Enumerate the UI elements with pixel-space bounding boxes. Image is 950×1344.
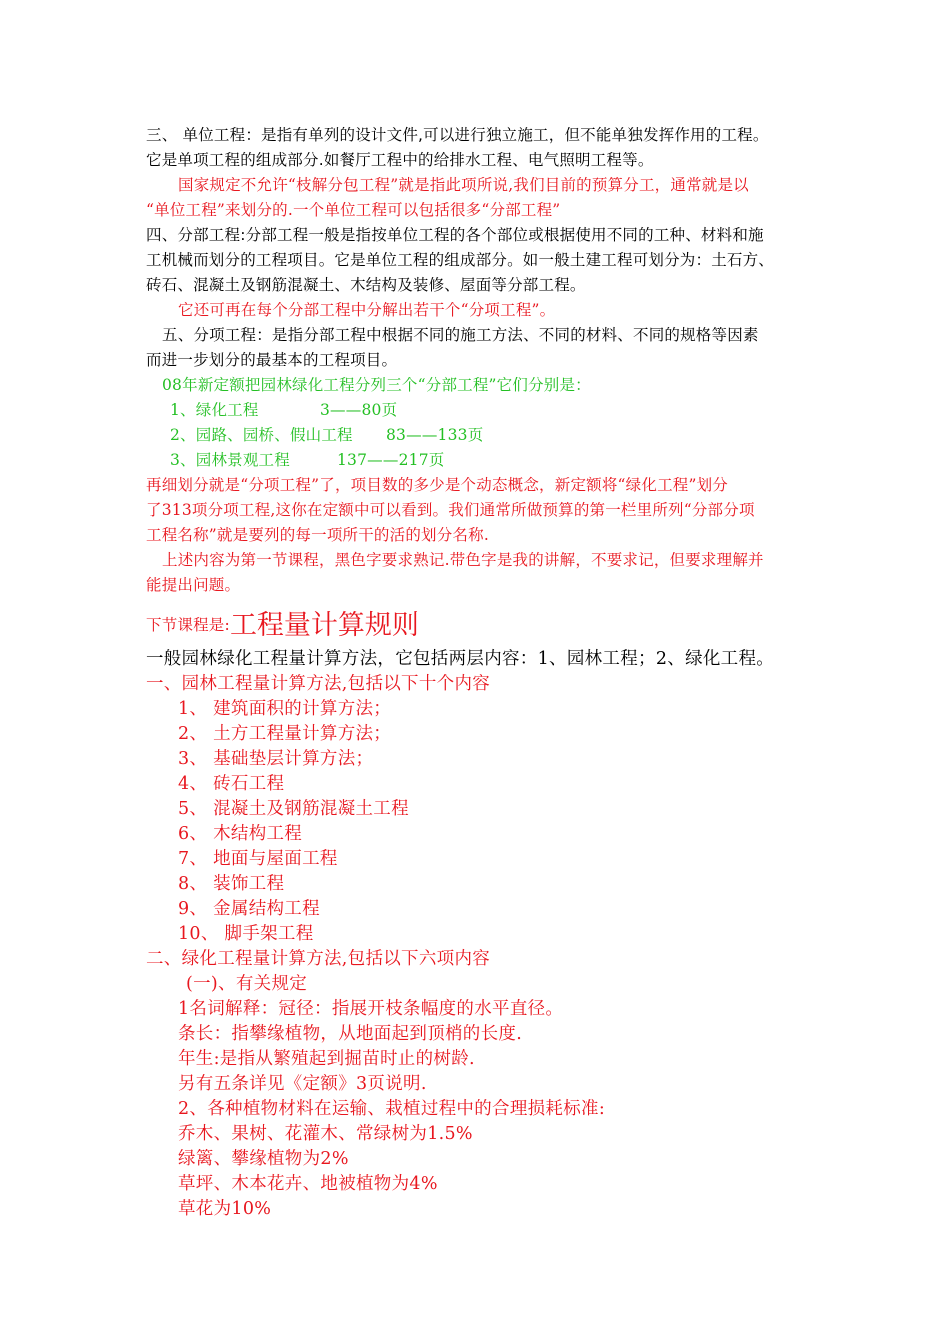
section4-note: 它还可再在每个分部工程中分解出若干个“分项工程”。 <box>178 301 556 319</box>
part1-item-5: 5、 混凝土及钢筋混凝土工程 <box>178 799 409 819</box>
section5-line2: 而进一步划分的最基本的工程项目。 <box>146 351 398 369</box>
part2-line-1: (一)、有关规定 <box>186 974 308 994</box>
part2-title: 二、绿化工程量计算方法,包括以下六项内容 <box>146 949 491 969</box>
part2-line-3: 条长：指攀缘植物，从地面起到顶梢的长度. <box>178 1024 523 1044</box>
part1-item-10: 10、 脚手架工程 <box>178 924 314 944</box>
section3-line2: 它是单项工程的组成部分.如餐厅工程中的给排水工程、电气照明工程等。 <box>146 151 654 169</box>
red-line1: 再细划分就是“分项工程”了，项目数的多少是个动态概念，新定额将“绿化工程”划分 <box>146 476 728 494</box>
red-line5: 能提出问题。 <box>146 576 241 594</box>
part1-item-9: 9、 金属结构工程 <box>178 899 320 919</box>
part2-line-7: 乔木、果树、花灌木、常绿树为1.5% <box>178 1124 473 1144</box>
next-lesson-heading <box>146 608 419 641</box>
green-intro: 08年新定额把园林绿化工程分列三个“分部工程”它们分别是： <box>162 376 591 394</box>
part1-item-7: 7、 地面与屋面工程 <box>178 849 338 869</box>
part1-item-8: 8、 装饰工程 <box>178 874 285 894</box>
part2-line-9: 草坪、木本花卉、地被植物为4% <box>178 1174 438 1194</box>
green-item-1-pages: 3——80页 <box>320 401 398 419</box>
part1-item-2: 2、 土方工程量计算方法； <box>178 724 392 744</box>
section3-note1: 国家规定不允许“枝解分包工程”就是指此项所说,我们目前的预算分工，通常就是以 <box>178 176 749 194</box>
part2-line-10: 草花为10% <box>178 1199 272 1219</box>
part1-item-3: 3、 基础垫层计算方法； <box>178 749 374 769</box>
section5-line1: 五、分项工程：是指分部工程中根据不同的施工方法、不同的材料、不同的规格等因素 <box>162 326 759 344</box>
rules-intro: 一般园林绿化工程量计算方法，它包括两层内容：1、园林工程；2、绿化工程。 <box>146 649 775 669</box>
part2-line-6: 2、各种植物材料在运输、栽植过程中的合理损耗标准: <box>178 1099 606 1119</box>
next-lesson-title: 工程量计算规则 <box>229 610 419 641</box>
part1-item-6: 6、 木结构工程 <box>178 824 303 844</box>
section3-line1: 三、 单位工程：是指有单列的设计文件,可以进行独立施工，但不能单独发挥作用的工程。 <box>146 126 769 144</box>
part1-item-4: 4、 砖石工程 <box>178 774 285 794</box>
section4-line1: 四、分部工程:分部工程一般是指按单位工程的各个部位或根据使用不同的工种、材料和施 <box>146 226 764 244</box>
part2-line-5: 另有五条详见《定额》3页说明. <box>178 1074 427 1094</box>
next-lesson-prefix: 下节课程是: <box>146 616 230 634</box>
part2-line-2: 1名词解释：冠径：指展开枝条幅度的水平直径。 <box>178 999 564 1019</box>
red-line4: 上述内容为第一节课程，黑色字要求熟记.带色字是我的讲解，不要求记，但要求理解并 <box>162 551 764 569</box>
part1-title: 一、园林工程量计算方法,包括以下十个内容 <box>146 674 491 694</box>
part1-item-1: 1、 建筑面积的计算方法； <box>178 699 392 719</box>
green-item-1-name: 1、绿化工程 <box>170 401 259 419</box>
section3-note2: “单位工程”来划分的.一个单位工程可以包括很多“分部工程” <box>146 201 561 219</box>
section4-line2: 工机械而划分的工程项目。它是单位工程的组成部分。如一般土建工程可划分为：土石方、 <box>146 251 775 269</box>
part2-line-8: 绿篱、攀缘植物为2% <box>178 1149 349 1169</box>
green-item-3-name: 3、园林景观工程 <box>170 451 290 469</box>
red-line3: 工程名称”就是要列的每一项所干的活的划分名称. <box>146 526 489 544</box>
section4-line3: 砖石、混凝土及钢筋混凝土、木结构及装修、屋面等分部工程。 <box>146 276 586 294</box>
red-line2: 了313项分项工程,这你在定额中可以看到。我们通常所做预算的第一栏里所列“分部分项 <box>146 501 755 519</box>
green-item-2-pages: 83——133页 <box>386 426 484 444</box>
green-item-3-pages: 137——217页 <box>337 451 445 469</box>
part2-line-4: 年生:是指从繁殖起到掘苗时止的树龄. <box>178 1049 475 1069</box>
green-item-2-name: 2、园路、园桥、假山工程 <box>170 426 353 444</box>
